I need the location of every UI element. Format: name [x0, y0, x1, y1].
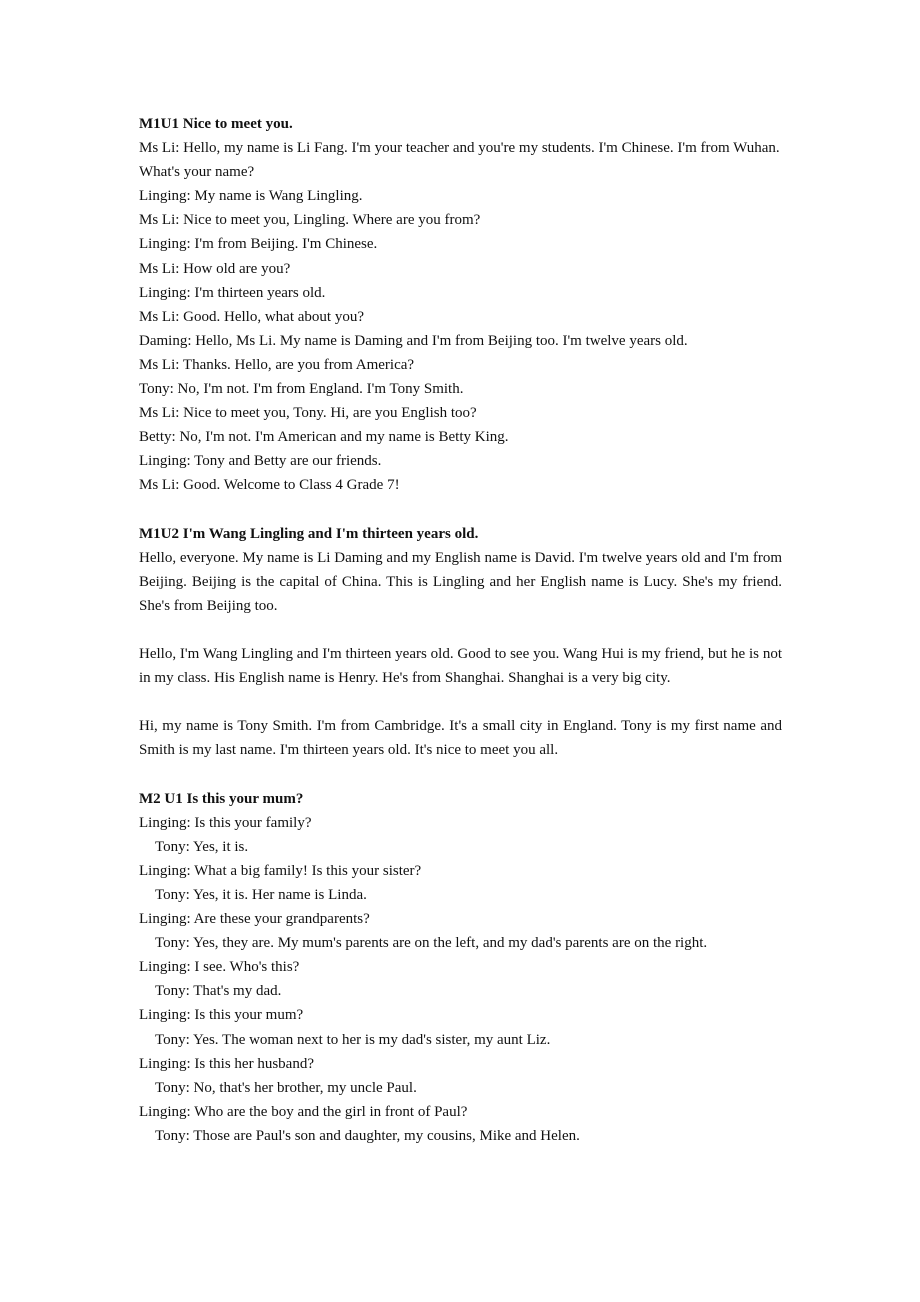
paragraph: Hi, my name is Tony Smith. I'm from Cambridge. It's a small city in England. Tony is my first name and Smith is my last name. I'm thirteen years old. It's nice to meet you all.	[139, 718, 782, 759]
dialogue-line: Linging: I see. Who's this?	[139, 959, 300, 976]
document-page	[139, 112, 782, 1148]
dialogue-line: Ms Li: Nice to meet you, Tony. Hi, are you English too?	[139, 405, 477, 422]
dialogue-reply: Tony: No, that's her brother, my uncle Paul.	[155, 1079, 417, 1096]
paragraph: Hello, I'm Wang Lingling and I'm thirteen years old. Good to see you. Wang Hui is my friend, but he is not in my class. His English name is Henry. He's from Shanghai. Shanghai is a very big city.	[139, 646, 782, 687]
section-title: M1U1 Nice to meet you.	[139, 116, 293, 132]
dialogue-line: Ms Li: Nice to meet you, Lingling. Where are you from?	[139, 212, 481, 229]
dialogue-line: Tony: No, I'm not. I'm from England. I'm Tony Smith.	[139, 381, 464, 398]
dialogue-reply: Tony: Yes, it is. Her name is Linda.	[155, 887, 367, 903]
dialogue-line: Daming: Hello, Ms Li. My name is Daming and I'm from Beijing too. I'm twelve years old.	[139, 332, 688, 349]
dialogue-line: Linging: Is this her husband?	[139, 1055, 314, 1072]
section-spacer	[139, 763, 782, 787]
paragraph-spacer	[139, 690, 782, 714]
dialogue-reply: Tony: Those are Paul's son and daughter, my cousins, Mike and Helen.	[155, 1127, 580, 1144]
dialogue-line: Linging: My name is Wang Lingling.	[139, 188, 363, 205]
dialogue-line: Linging: I'm from Beijing. I'm Chinese.	[139, 236, 378, 253]
section-m1u2	[139, 522, 782, 763]
dialogue-line: Linging: Tony and Betty are our friends.	[139, 453, 382, 470]
section-m1u1	[139, 112, 782, 498]
dialogue-line: Linging: Who are the boy and the girl in front of Paul?	[139, 1103, 468, 1120]
dialogue-line: Linging: I'm thirteen years old.	[139, 284, 326, 301]
dialogue-line: Betty: No, I'm not. I'm American and my name is Betty King.	[139, 429, 509, 446]
dialogue-line: Ms Li: Good. Hello, what about you?	[139, 308, 364, 325]
section-m2u1	[139, 787, 782, 1148]
dialogue-line: Ms Li: Thanks. Hello, are you from America?	[139, 356, 415, 373]
dialogue-line: Ms Li: Good. Welcome to Class 4 Grade 7!	[139, 477, 400, 494]
dialogue-line: Linging: Is this your mum?	[139, 1007, 304, 1024]
paragraph-spacer	[139, 618, 782, 642]
dialogue-line: Ms Li: How old are you?	[139, 260, 291, 277]
dialogue-reply: Tony: That's my dad.	[155, 983, 282, 1000]
dialogue-line: Linging: What a big family! Is this your sister?	[139, 862, 422, 879]
dialogue-line: Linging: Are these your grandparents?	[139, 911, 370, 928]
section-title: M2 U1 Is this your mum?	[139, 790, 304, 807]
dialogue-reply: Tony: Yes. The woman next to her is my dad's sister, my aunt Liz.	[155, 1031, 551, 1048]
paragraph: Hello, everyone. My name is Li Daming and my English name is David. I'm twelve years old and I'm from Beijing. Beijing is the capital of China. This is Lingling and her English name is Lucy. She's my friend. She's from Beijing too.	[139, 549, 782, 614]
dialogue-reply: Tony: Yes, they are. My mum's parents are on the left, and my dad's parents are on the right.	[155, 935, 708, 952]
section-spacer	[139, 498, 782, 522]
section-title: M1U2 I'm Wang Lingling and I'm thirteen years old.	[139, 525, 479, 542]
dialogue-line: Linging: Is this your family?	[139, 814, 312, 831]
dialogue-reply: Tony: Yes, it is.	[155, 838, 249, 855]
dialogue-line: Ms Li: Hello, my name is Li Fang. I'm your teacher and you're my students. I'm Chinese. I'm from Wuhan. What's your name?	[139, 140, 780, 181]
